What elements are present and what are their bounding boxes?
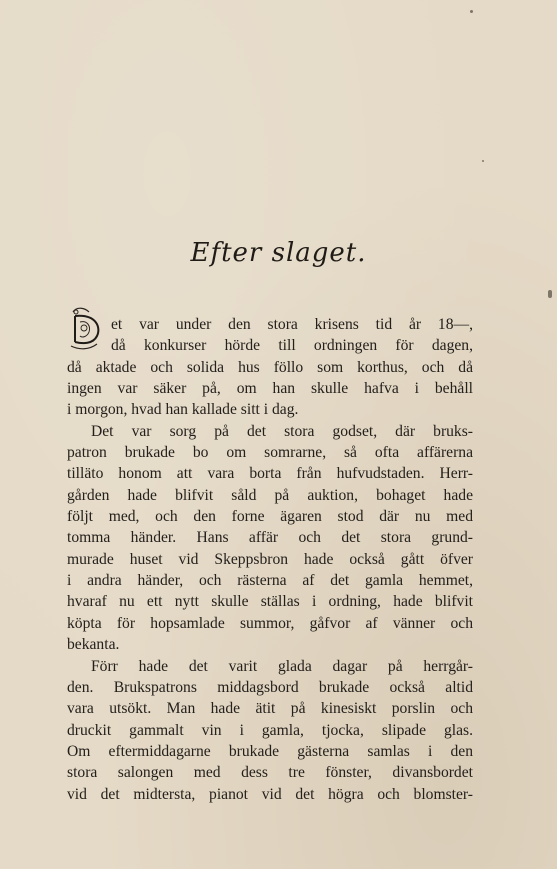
text-line: vid det midtersta, pianot vid det högra och blomster- bbox=[67, 785, 473, 803]
text-line: tilläto honom att vara borta från hufvudstaden. Herr- bbox=[67, 465, 473, 483]
body-text bbox=[67, 314, 473, 805]
text-line: ingen var säker på, om han skulle hafva i behåll bbox=[67, 380, 473, 398]
text-line: Förr hade det varit glada dagar på herrgår- bbox=[91, 657, 473, 675]
text-line: följt med, och den forne ägaren stod där nu med bbox=[67, 508, 473, 526]
text-line: druckit gammalt vin i gamla, tjocka, slipade glas. bbox=[67, 721, 473, 739]
text-line: tomma händer. Hans affär och det stora grund- bbox=[67, 529, 473, 547]
text-line: vara utsökt. Man hade ätit på kinesiskt porslin och bbox=[67, 700, 473, 718]
text-line: patron brukade bo om somrarne, så ofta affärerna bbox=[67, 444, 473, 462]
text-line: i morgon, hvad han kallade sitt i dag. bbox=[67, 401, 299, 419]
text-line: Det var sorg på det stora godset, där bruks- bbox=[91, 422, 473, 440]
paper-speck bbox=[482, 160, 484, 162]
paper-speck bbox=[470, 10, 473, 13]
paper-speck bbox=[548, 290, 552, 298]
text-line: bekanta. bbox=[67, 636, 120, 654]
text-line: et var under den stora krisens tid år 18—, bbox=[111, 316, 473, 333]
text-line: köpta för hopsamlade summor, gåfvor af vänner och bbox=[67, 614, 473, 632]
text-line: hvaraf nu ett nytt skulle ställas i ordning, hade blifvit bbox=[67, 593, 473, 611]
text-line: då konkurser hörde till ordningen för dagen, bbox=[111, 337, 473, 355]
text-line: i andra händer, och rästerna af det gamla hemmet, bbox=[67, 572, 473, 590]
text-line: stora salongen med dess tre fönster, divansbordet bbox=[67, 764, 473, 782]
chapter-title: Efter slaget. bbox=[190, 238, 367, 268]
text-line: murade huset vid Skeppsbron hade också gått öfver bbox=[67, 550, 473, 568]
text-line: den. Brukspatrons middagsbord brukade också altid bbox=[67, 678, 473, 696]
text-line: då aktade och solida hus föllo som korthus, och då bbox=[67, 358, 473, 376]
text-line: Om eftermiddagarne brukade gästerna samlas i den bbox=[67, 742, 473, 760]
text-line: gården hade blifvit såld på auktion, bohaget hade bbox=[67, 486, 473, 504]
